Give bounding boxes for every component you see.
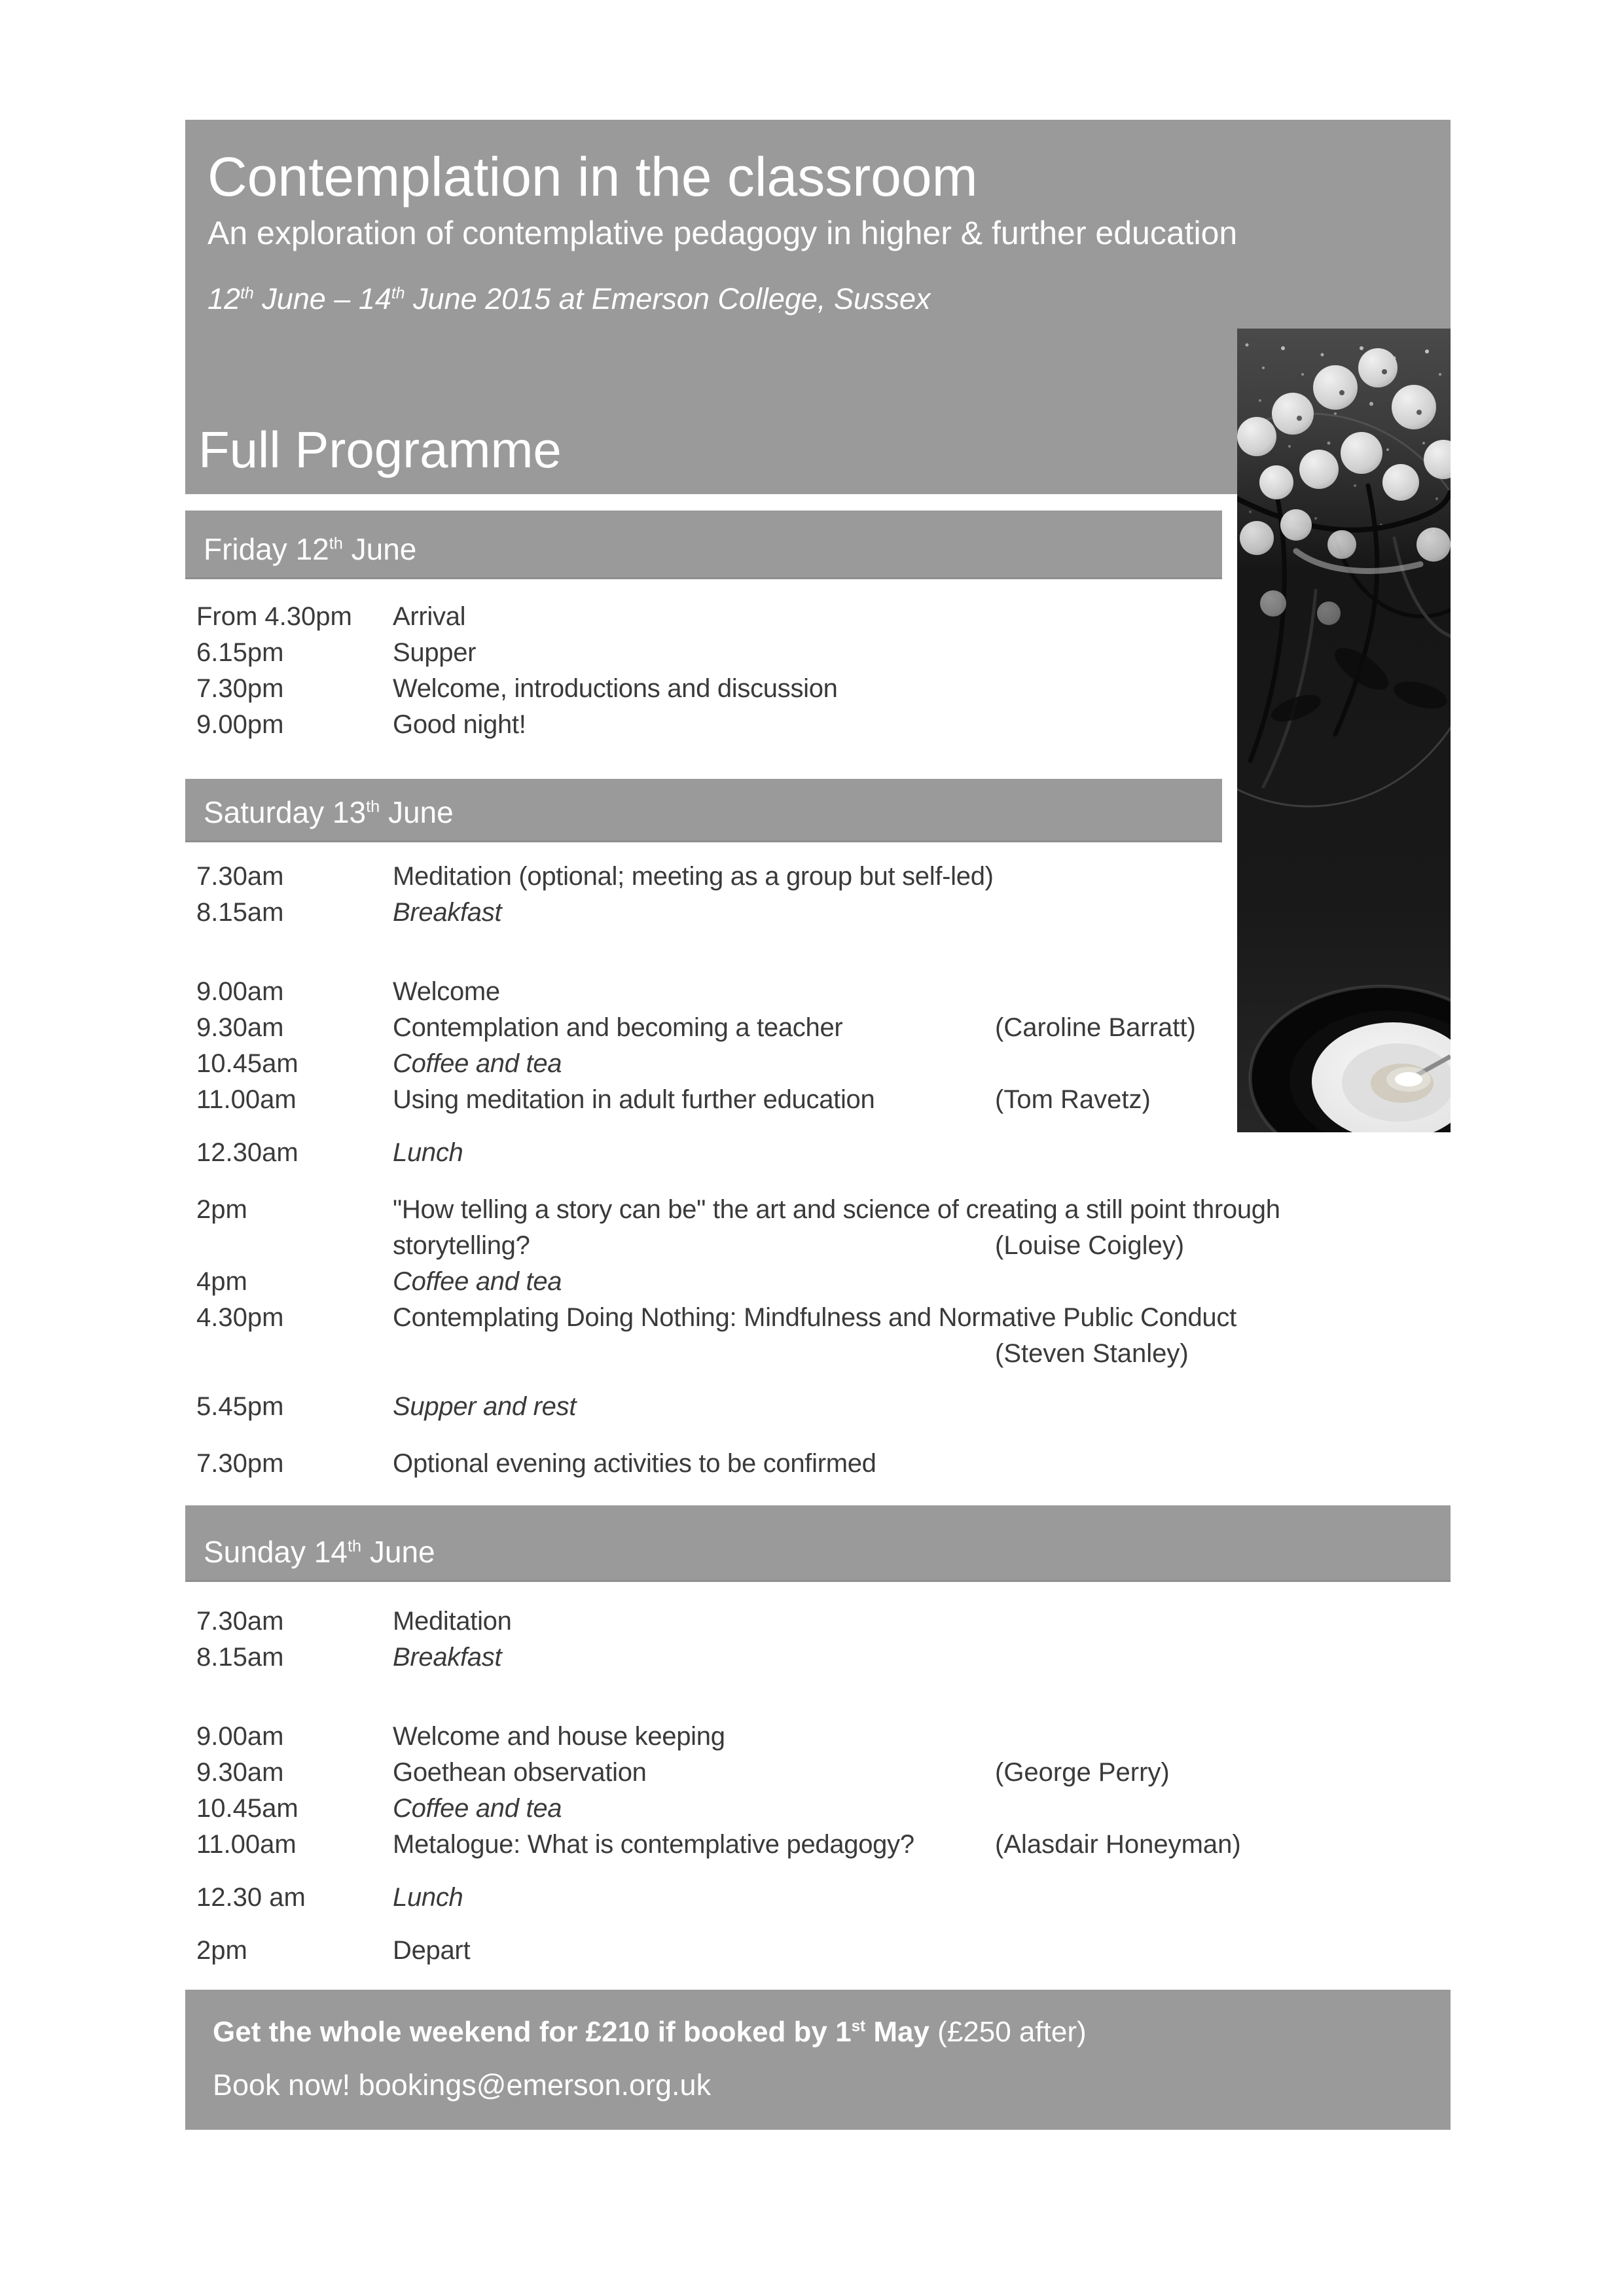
row-time: 9.30am	[196, 1758, 284, 1787]
row-time: 11.00am	[196, 1085, 297, 1114]
row-desc: Depart	[393, 1936, 471, 1965]
day-title-superscript: th	[347, 1537, 362, 1556]
booking-banner	[185, 1990, 1451, 2130]
row-time: 9.30am	[196, 1013, 284, 1042]
row-desc: Contemplating Doing Nothing: Mindfulness and Normative Public Conduct	[393, 1303, 1236, 1332]
row-time: 12.30 am	[196, 1883, 306, 1912]
row-time: 7.30pm	[196, 674, 284, 703]
programme-heading: Full Programme	[198, 421, 562, 478]
row-desc: "How telling a story can be" the art and science of creating a still point through	[393, 1195, 1280, 1224]
offer-superscript: st	[851, 2017, 866, 2036]
date-part: June 2015 at Emerson College, Sussex	[405, 282, 931, 316]
day-title-superscript: th	[329, 534, 343, 553]
row-time: 8.15am	[196, 1643, 284, 1672]
day-title-text: Sunday 14	[204, 1535, 348, 1569]
day-title-text: June	[342, 532, 417, 566]
schedule-row	[196, 1604, 1451, 1640]
row-desc: Coffee and tea	[393, 1267, 562, 1296]
row-desc: Breakfast	[393, 898, 502, 927]
row-desc: Optional evening activities to be confirmed	[393, 1449, 876, 1478]
row-time: 7.30am	[196, 1607, 284, 1636]
schedule-row	[196, 1300, 1451, 1336]
offer-text: May	[865, 2016, 929, 2048]
row-time: 8.15am	[196, 898, 284, 927]
row-desc: Welcome	[393, 977, 500, 1006]
schedule-row	[196, 1446, 1451, 1482]
row-desc: Welcome, introductions and discussion	[393, 674, 838, 703]
schedule-row	[196, 1827, 1451, 1863]
row-desc: Welcome and house keeping	[393, 1722, 725, 1751]
row-time: 4pm	[196, 1267, 247, 1296]
row-time: 9.00am	[196, 977, 284, 1006]
day-title	[204, 531, 416, 567]
row-desc: Breakfast	[393, 1643, 502, 1672]
spacer	[196, 1336, 393, 1372]
row-speaker: (Tom Ravetz)	[995, 1085, 1151, 1114]
row-time: 10.45am	[196, 1794, 298, 1823]
row-desc: Supper	[393, 638, 477, 667]
row-time: 4.30pm	[196, 1303, 284, 1332]
row-time: 7.30pm	[196, 1449, 284, 1478]
row-time: 6.15pm	[196, 638, 284, 667]
row-desc: Meditation	[393, 1607, 512, 1636]
row-time: 9.00pm	[196, 710, 284, 739]
row-desc: Coffee and tea	[393, 1049, 562, 1078]
date-part: 12	[208, 282, 241, 316]
schedule-row	[196, 1264, 1451, 1300]
schedule-row-continuation	[196, 1336, 1451, 1372]
row-time: 9.00am	[196, 1722, 284, 1751]
day-title	[204, 1534, 435, 1570]
schedule-row-continuation	[196, 1228, 1451, 1264]
schedule-row	[196, 1719, 1451, 1755]
row-desc: Good night!	[393, 710, 526, 739]
row-time: 2pm	[196, 1195, 247, 1224]
day-title-text: June	[380, 795, 454, 829]
sunday-schedule	[196, 1604, 1451, 1969]
page-subtitle: An exploration of contemplative pedagogy in higher & further education	[208, 215, 1238, 252]
schedule-row	[196, 1192, 1451, 1228]
schedule-row	[196, 1880, 1451, 1916]
row-speaker: (George Perry)	[995, 1758, 1170, 1787]
row-speaker: (Caroline Barratt)	[995, 1013, 1196, 1042]
day-title-text: Saturday 13	[204, 795, 367, 829]
row-time: 2pm	[196, 1936, 247, 1965]
day-bar-sunday	[185, 1505, 1451, 1582]
schedule-row	[196, 1389, 1451, 1425]
offer-late-price: (£250 after)	[929, 2016, 1087, 2048]
schedule-row	[196, 1640, 1451, 1676]
date-part: June – 14	[253, 282, 391, 316]
schedule-row	[196, 1791, 1451, 1827]
row-desc: Metalogue: What is contemplative pedagogy?	[393, 1830, 914, 1859]
booking-offer	[213, 2016, 1451, 2049]
row-time: 5.45pm	[196, 1392, 284, 1421]
day-bar-saturday	[185, 779, 1222, 842]
row-desc: Goethean observation	[393, 1758, 647, 1787]
offer-text: Get the whole weekend for £210 if booked by 1	[213, 2016, 852, 2048]
row-desc: Lunch	[393, 1883, 463, 1912]
schedule-row	[196, 1933, 1451, 1969]
row-desc: Coffee and tea	[393, 1794, 562, 1823]
date-superscript: th	[391, 285, 405, 303]
row-desc: Meditation (optional; meeting as a group but self-led)	[393, 862, 994, 891]
row-time: 11.00am	[196, 1830, 297, 1859]
day-title-text: June	[361, 1535, 435, 1569]
schedule-row	[196, 1755, 1451, 1791]
spacer	[196, 1228, 393, 1264]
row-desc: Supper and rest	[393, 1392, 577, 1421]
event-dates	[208, 282, 1451, 316]
row-time: 10.45am	[196, 1049, 298, 1078]
row-desc: Contemplation and becoming a teacher	[393, 1013, 843, 1042]
booking-contact: Book now! bookings@emerson.org.uk	[213, 2068, 712, 2102]
row-desc: Arrival	[393, 602, 466, 631]
row-speaker: (Louise Coigley)	[995, 1231, 1185, 1260]
row-time: From 4.30pm	[196, 602, 352, 631]
date-superscript: th	[240, 285, 254, 303]
schedule-row	[196, 1135, 1451, 1171]
row-time: 12.30am	[196, 1138, 298, 1167]
berries-candle-photo	[1237, 329, 1451, 1132]
page-title: Contemplation in the classroom	[208, 146, 978, 207]
day-bar-friday	[185, 511, 1222, 579]
spacer	[393, 1336, 995, 1372]
row-desc: Lunch	[393, 1138, 463, 1167]
row-speaker: (Alasdair Honeyman)	[995, 1830, 1241, 1859]
row-speaker: (Steven Stanley)	[995, 1339, 1189, 1368]
row-desc: Using meditation in adult further education	[393, 1085, 875, 1114]
row-time: 7.30am	[196, 862, 284, 891]
row-desc-line2: storytelling?	[393, 1231, 530, 1260]
day-title	[204, 795, 454, 830]
header-inner	[185, 120, 1451, 316]
day-title-text: Friday 12	[204, 532, 329, 566]
day-title-superscript: th	[366, 797, 380, 816]
